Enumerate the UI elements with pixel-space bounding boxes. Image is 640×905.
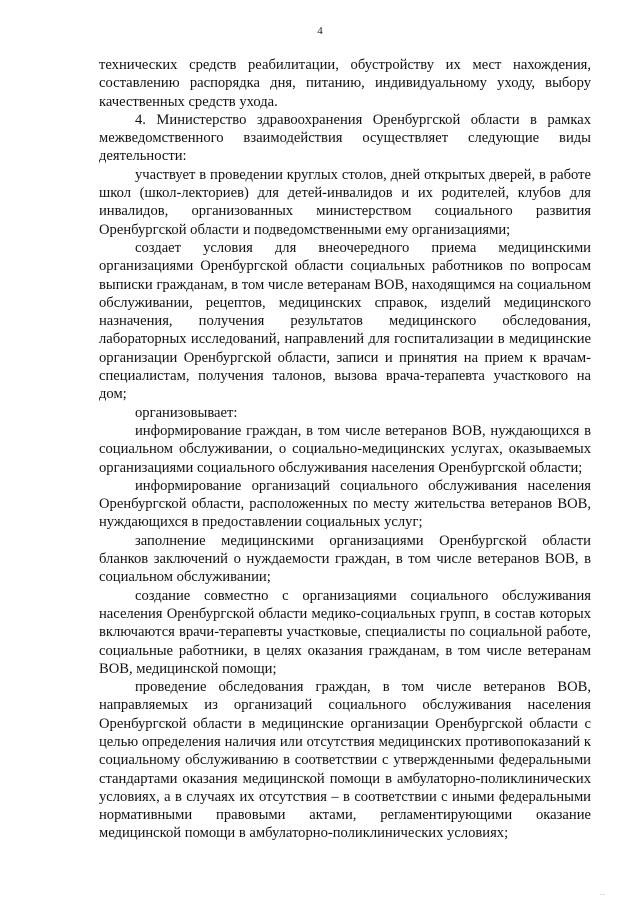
paragraph-inform-organizations: информирование организаций социального обслуживания населения Оренбургской области, расположенных по месту жительства ветеранов ВОВ, нуждающихся в предоставлении социальных услуг; xyxy=(99,477,591,531)
document-body xyxy=(99,56,591,843)
paragraph-inform-citizens: информирование граждан, в том числе ветеранов ВОВ, нуждающихся в социальном обслуживании, о социально-медицинских услугах, оказываемых организациями социального обслуживания населения Оренбургской области; xyxy=(99,422,591,476)
paragraph-priority-reception: создает условия для внеочередного приема медицинскими организациями Оренбургской области социальных работников по вопросам выписки гражданам, в том числе ветеранам ВОВ, находящимся на социальном обслуживании, рецептов, медицинских справок, изделий медицинского назначения, получения результатов медицинского обследования, лабораторных исследований, направлений для госпитализации в медицинские организации Оренбургской области, записи и принятия на прием к врачам-специалистам, получения талонов, вызова врача-терапевта участкового на дом; xyxy=(99,239,591,403)
scan-artifact: .. xyxy=(600,888,606,897)
paragraph-round-tables: участвует в проведении круглых столов, дней открытых дверей, в работе школ (школ-лекториев) для детей-инвалидов и их родителей, клубов для инвалидов, организованных министерством социального развития Оренбургской области и подведомственными ему организациями; xyxy=(99,166,591,238)
paragraph-fill-forms: заполнение медицинскими организациями Оренбургской области бланков заключений о нуждаемости граждан, в том числе ветеранов ВОВ, в социальном обслуживании; xyxy=(99,532,591,586)
paragraph-organizes: организовывает: xyxy=(135,404,238,421)
paragraph-item-4: 4. Министерство здравоохранения Оренбургской области в рамках межведомственного взаимодействия осуществляет следующие виды деятельности: xyxy=(99,111,591,165)
paragraph-continuation: технических средств реабилитации, обустройству их мест нахождения, составлению распорядка дня, питанию, индивидуальному уходу, выбору качественных средств ухода. xyxy=(99,57,591,110)
page-number: 4 xyxy=(317,25,323,37)
paragraph-examination: проведение обследования граждан, в том числе ветеранов ВОВ, направляемых из организаций социального обслуживания населения Оренбургской области в медицинские организации Оренбургской области с целью определения наличия или отсутствия медицинских противопоказаний к социальному обслуживанию в соответствии с утвержденными федеральными стандартами оказания медицинской помощи в амбулаторно-поликлинических условиях, а в случаях их отсутствия – в соответствии с иными федеральными нормативными правовыми актами, регламентирующими оказание медицинской помощи в амбулаторно-поликлинических условиях; xyxy=(99,679,591,842)
paragraph-medical-social-groups: создание совместно с организациями социального обслуживания населения Оренбургской области медико-социальных групп, в состав которых включаются врачи-терапевты участковые, специалисты по социальной работе, социальные работники, в целях оказания гражданам, в том числе ветеранам ВОВ, медицинской помощи; xyxy=(99,587,591,677)
